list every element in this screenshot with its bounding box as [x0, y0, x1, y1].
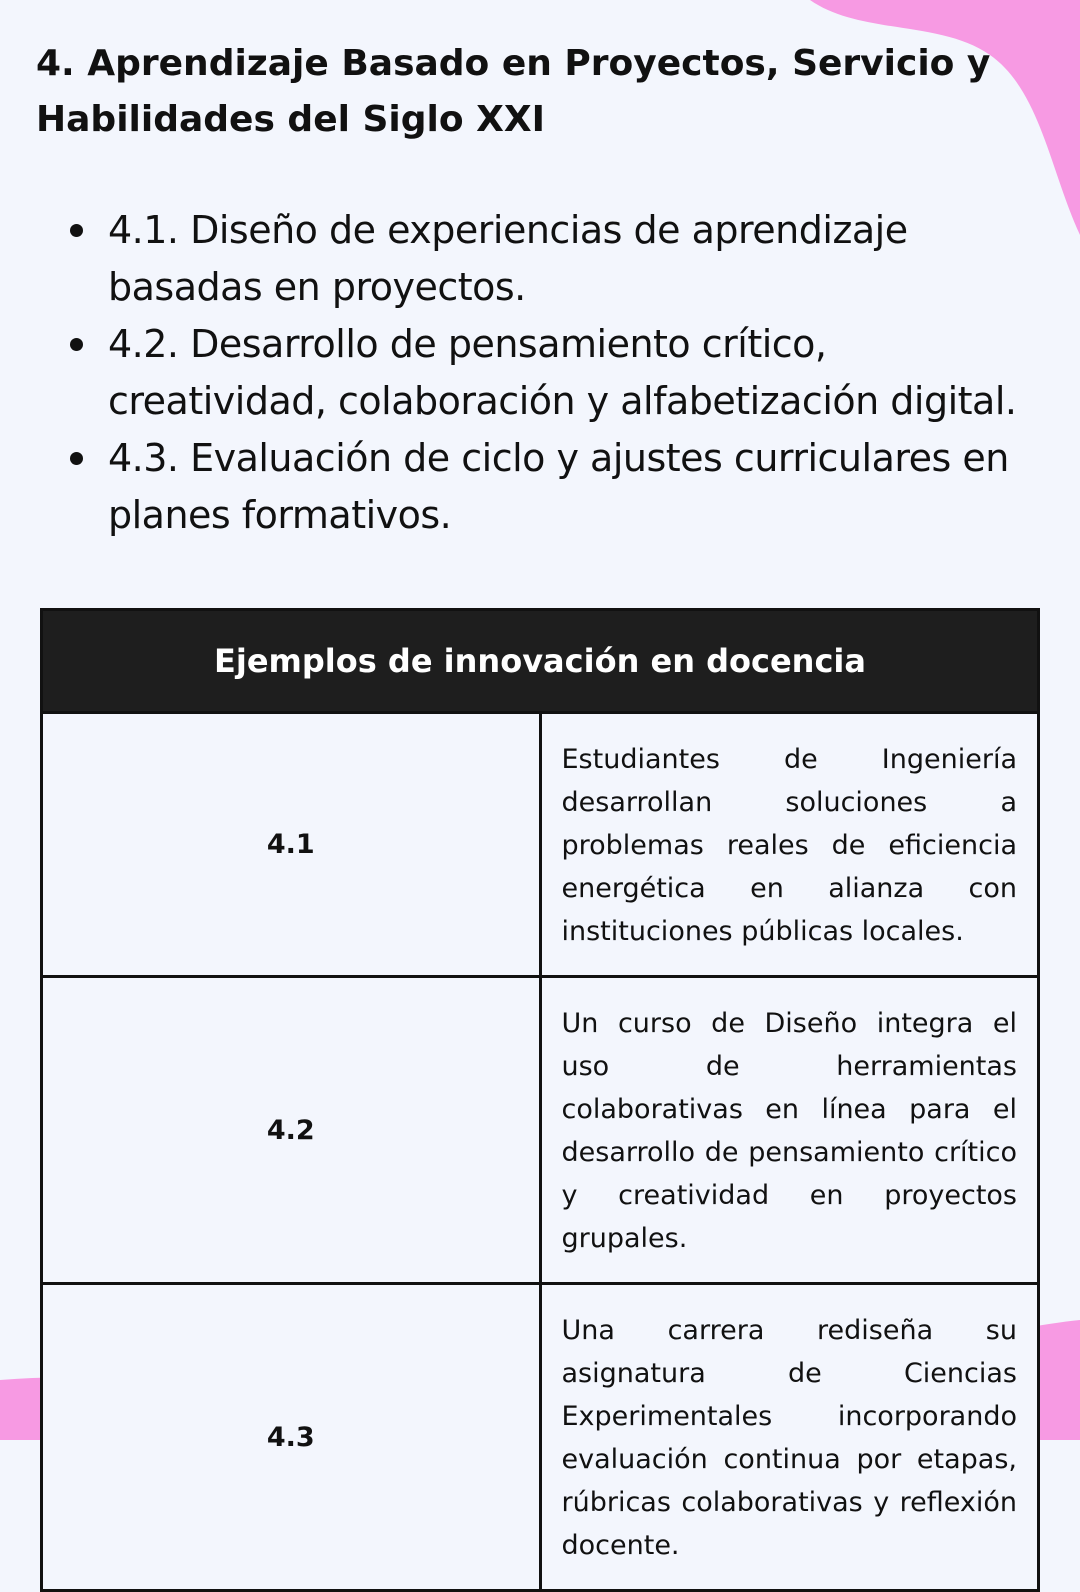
row-number: 4.2	[42, 977, 541, 1284]
list-item-text: 4.3. Evaluación de ciclo y ajustes curriculares en planes formativos.	[108, 436, 1009, 537]
list-item	[60, 202, 1020, 316]
row-number: 4.3	[42, 1284, 541, 1591]
list-item	[60, 430, 1020, 544]
innovation-examples-table	[40, 608, 1040, 1592]
table-row	[42, 977, 1039, 1284]
row-number: 4.1	[42, 713, 541, 977]
table-row	[42, 1284, 1039, 1591]
list-item-text: 4.1. Diseño de experiencias de aprendizaje basadas en proyectos.	[108, 208, 908, 309]
row-description: Estudiantes de Ingeniería desarrollan soluciones a problemas reales de eficiencia energética en alianza con instituciones públicas locales.	[540, 713, 1039, 977]
list-item-text: 4.2. Desarrollo de pensamiento crítico, creatividad, colaboración y alfabetización digital.	[108, 322, 1017, 423]
bullet-icon	[70, 224, 83, 237]
list-item	[60, 316, 1020, 430]
table-row	[42, 713, 1039, 977]
page-title: 4. Aprendizaje Basado en Proyectos, Servicio y Habilidades del Siglo XXI	[36, 43, 991, 140]
row-description: Una carrera rediseña su asignatura de Ciencias Experimentales incorporando evaluación continua por etapas, rúbricas colaborativas y reflexión docente.	[540, 1284, 1039, 1591]
objectives-list	[60, 202, 1020, 544]
row-description: Un curso de Diseño integra el uso de herramientas colaborativas en línea para el desarrollo de pensamiento crítico y creatividad en proyectos grupales.	[540, 977, 1039, 1284]
bullet-icon	[70, 338, 83, 351]
table-header: Ejemplos de innovación en docencia	[42, 610, 1039, 713]
bullet-icon	[70, 452, 83, 465]
